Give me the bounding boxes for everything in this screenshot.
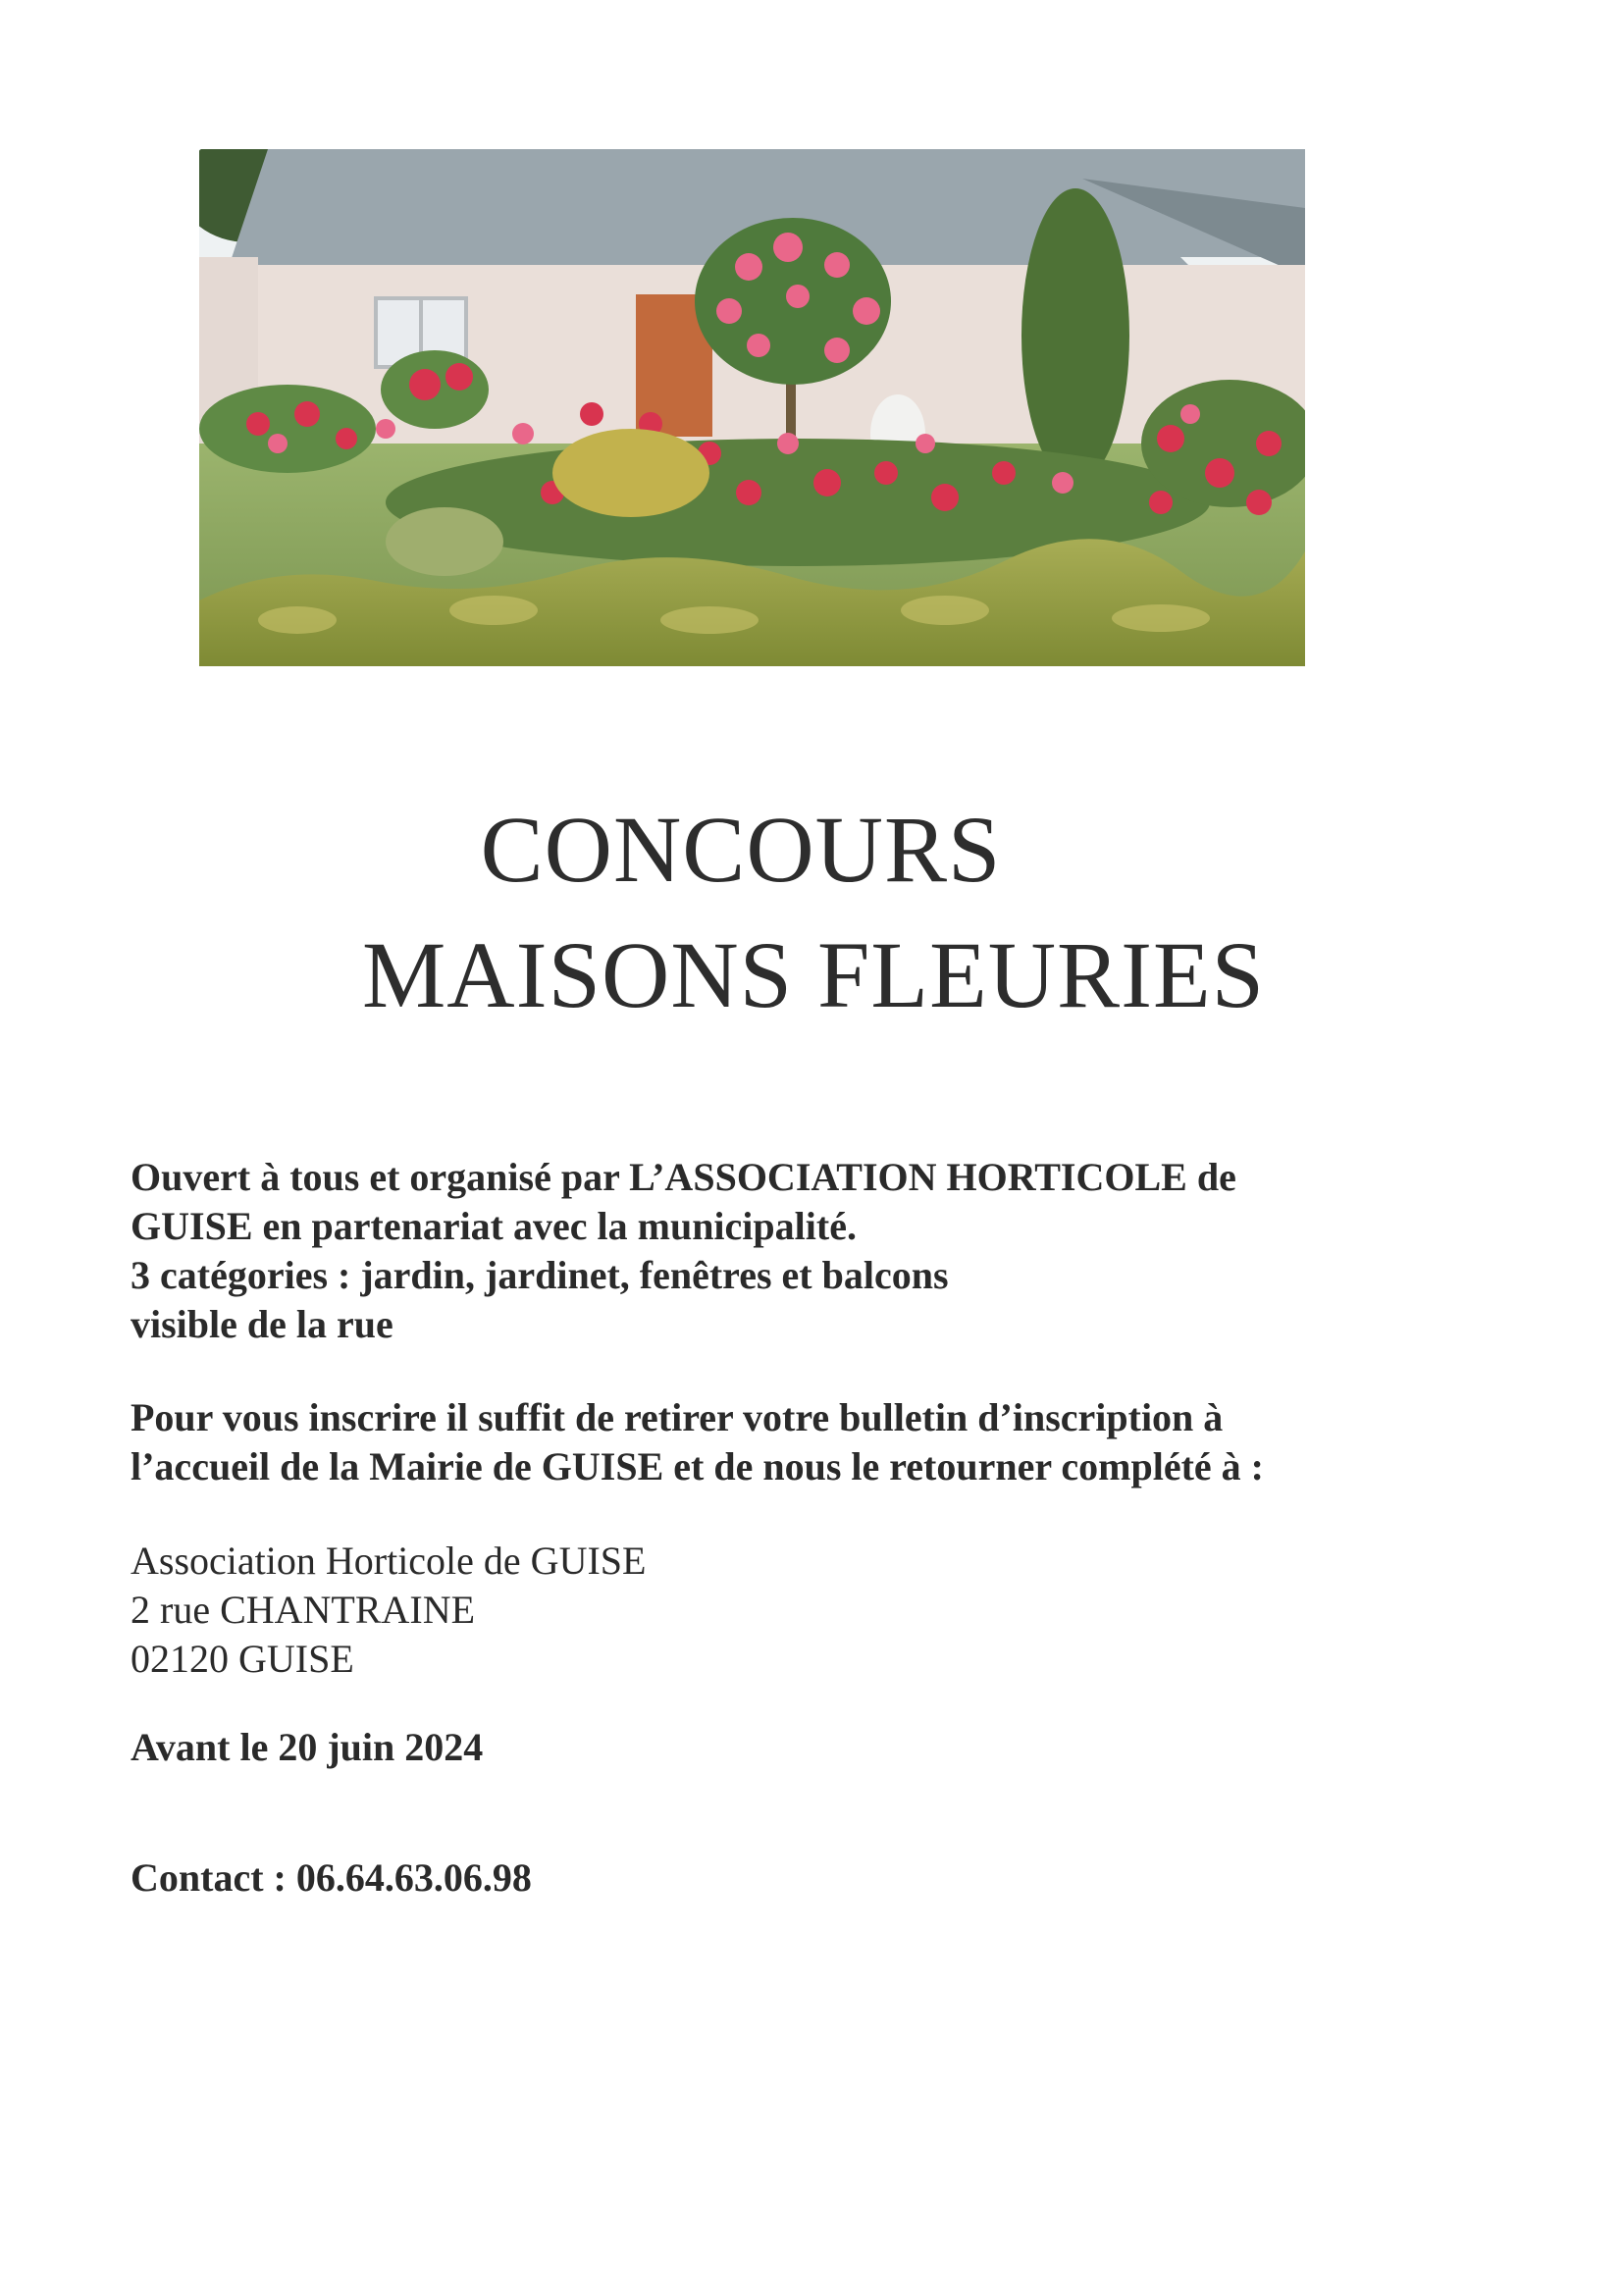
address-line-2: 2 rue CHANTRAINE xyxy=(131,1588,476,1632)
registration-line-2: l’accueil de la Mairie de GUISE et de nous le retourner complété à : xyxy=(131,1444,1264,1488)
garden-house-photo xyxy=(199,149,1305,666)
intro-line-2: GUISE en partenariat avec la municipalité. xyxy=(131,1204,857,1248)
deadline: Avant le 20 juin 2024 xyxy=(131,1725,484,1769)
intro-line-4: visible de la rue xyxy=(131,1302,393,1346)
body-text xyxy=(131,1153,1524,1903)
intro-line-3: 3 catégories : jardin, jardinet, fenêtres et balcons xyxy=(131,1253,949,1297)
title-line-2: MAISONS FLEURIES xyxy=(361,922,1266,1027)
registration-line-1: Pour vous inscrire il suffit de retirer votre bulletin d’inscription à xyxy=(131,1395,1224,1439)
address-line-3: 02120 GUISE xyxy=(131,1637,354,1681)
title-line-1: CONCOURS xyxy=(480,797,1002,902)
intro-line-1: Ouvert à tous et organisé par L’ASSOCIATION HORTICOLE de xyxy=(131,1155,1236,1199)
address-line-1: Association Horticole de GUISE xyxy=(131,1539,647,1583)
contact-phone: Contact : 06.64.63.06.98 xyxy=(131,1855,532,1900)
